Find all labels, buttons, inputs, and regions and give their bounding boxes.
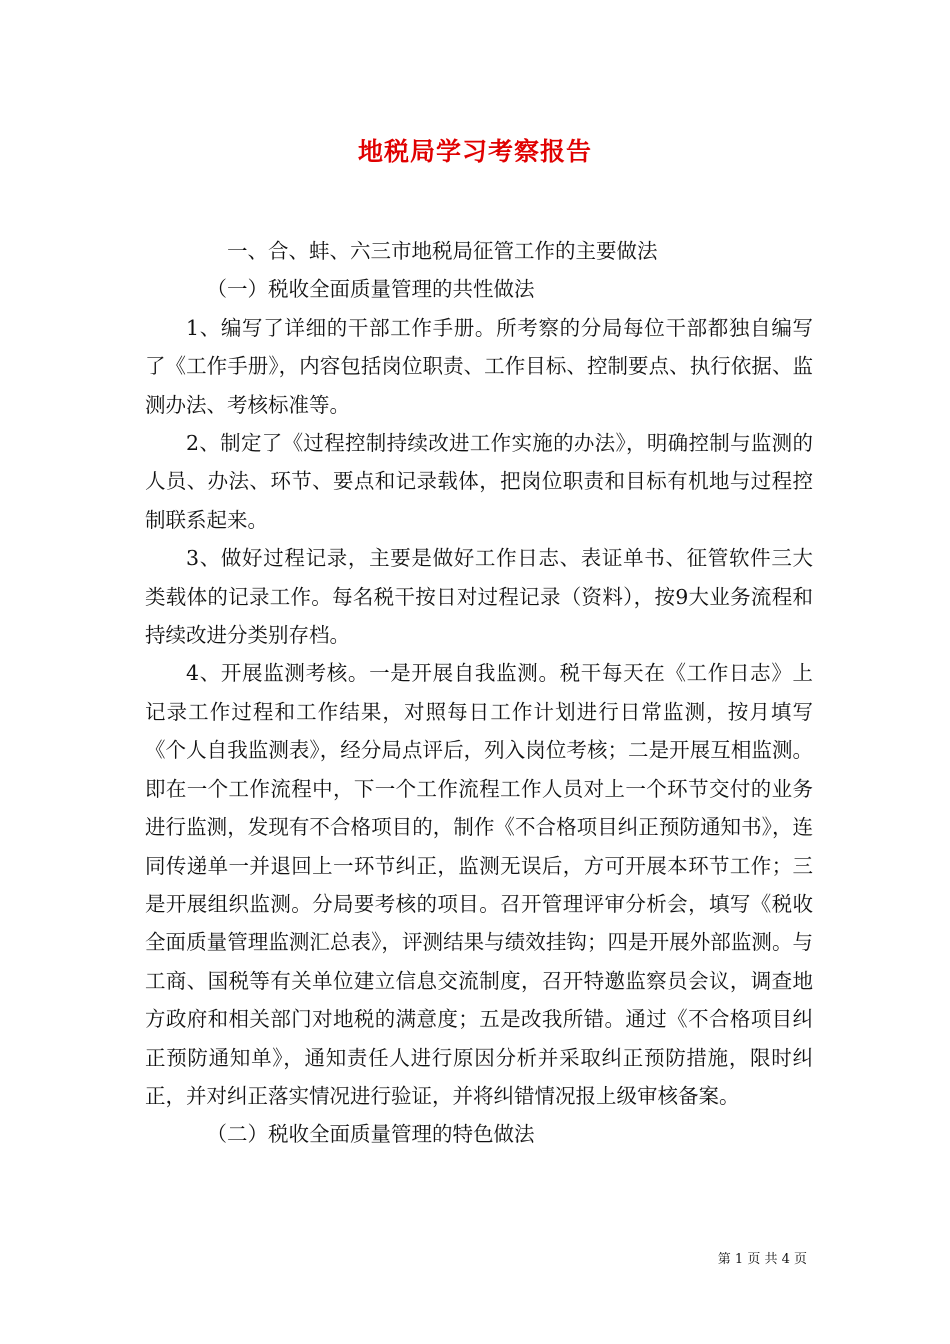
paragraph-4: 4、开展监测考核。一是开展自我监测。税干每天在《工作日志》上记录工作过程和工作结果，对照每日工作计划进行日常监测，按月填写《个人自我监测表》，经分局点评后，列入岗位考核；二是开展互相监测。即在一个工作流程中，下一个工作流程工作人员对上一个环节交付的业务进行监测，发现有不合格项目的，制作《不合格项目纠正预防通知书》，连同传递单一并退回上一环节纠正，监测无误后，方可开展本环节工作；三是开展组织监测。分局要考核的项目。召开管理评审分析会，填写《税收全面质量管理监测汇总表》，评测结果与绩效挂钩；四是开展外部监测。与工商、国税等有关单位建立信息交流制度，召开特邀监察员会议，调查地方政府和相关部门对地税的满意度；五是改我所错。通过《不合格项目纠正预防通知单》，通知责任人进行原因分析并采取纠正预防措施，限时纠正，并对纠正落实情况进行验证，并将纠错情况报上级审核备案。 — [145, 661, 813, 1108]
paragraph-1: 1、编写了详细的干部工作手册。所考察的分局每位干部都独自编写了《工作手册》，内容包括岗位职责、工作目标、控制要点、执行依据、监测办法、考核标准等。 — [145, 315, 813, 417]
section-heading-1: 一、合、蚌、六三市地税局征管工作的主要做法 — [227, 239, 658, 263]
document-title: 地税局学习考察报告 — [357, 137, 592, 166]
paragraph-2: 2、制定了《过程控制持续改进工作实施的办法》，明确控制与监测的人员、办法、环节、要点和记录载体，把岗位职责和目标有机地与过程控制联系起来。 — [145, 431, 813, 532]
subsection-heading-2: （二）税收全面质量管理的特色做法 — [206, 1122, 535, 1147]
page-number-footer: 第 1 页 共 4 页 — [717, 1252, 807, 1267]
document-body — [145, 232, 813, 1154]
subsection-heading-1: （一）税收全面质量管理的共性做法 — [206, 277, 535, 302]
paragraph-3: 3、做好过程记录，主要是做好工作日志、表证单书、征管软件三大类载体的记录工作。每名税干按日对过程记录（资料），按9大业务流程和持续改进分类别存档。 — [145, 546, 813, 648]
